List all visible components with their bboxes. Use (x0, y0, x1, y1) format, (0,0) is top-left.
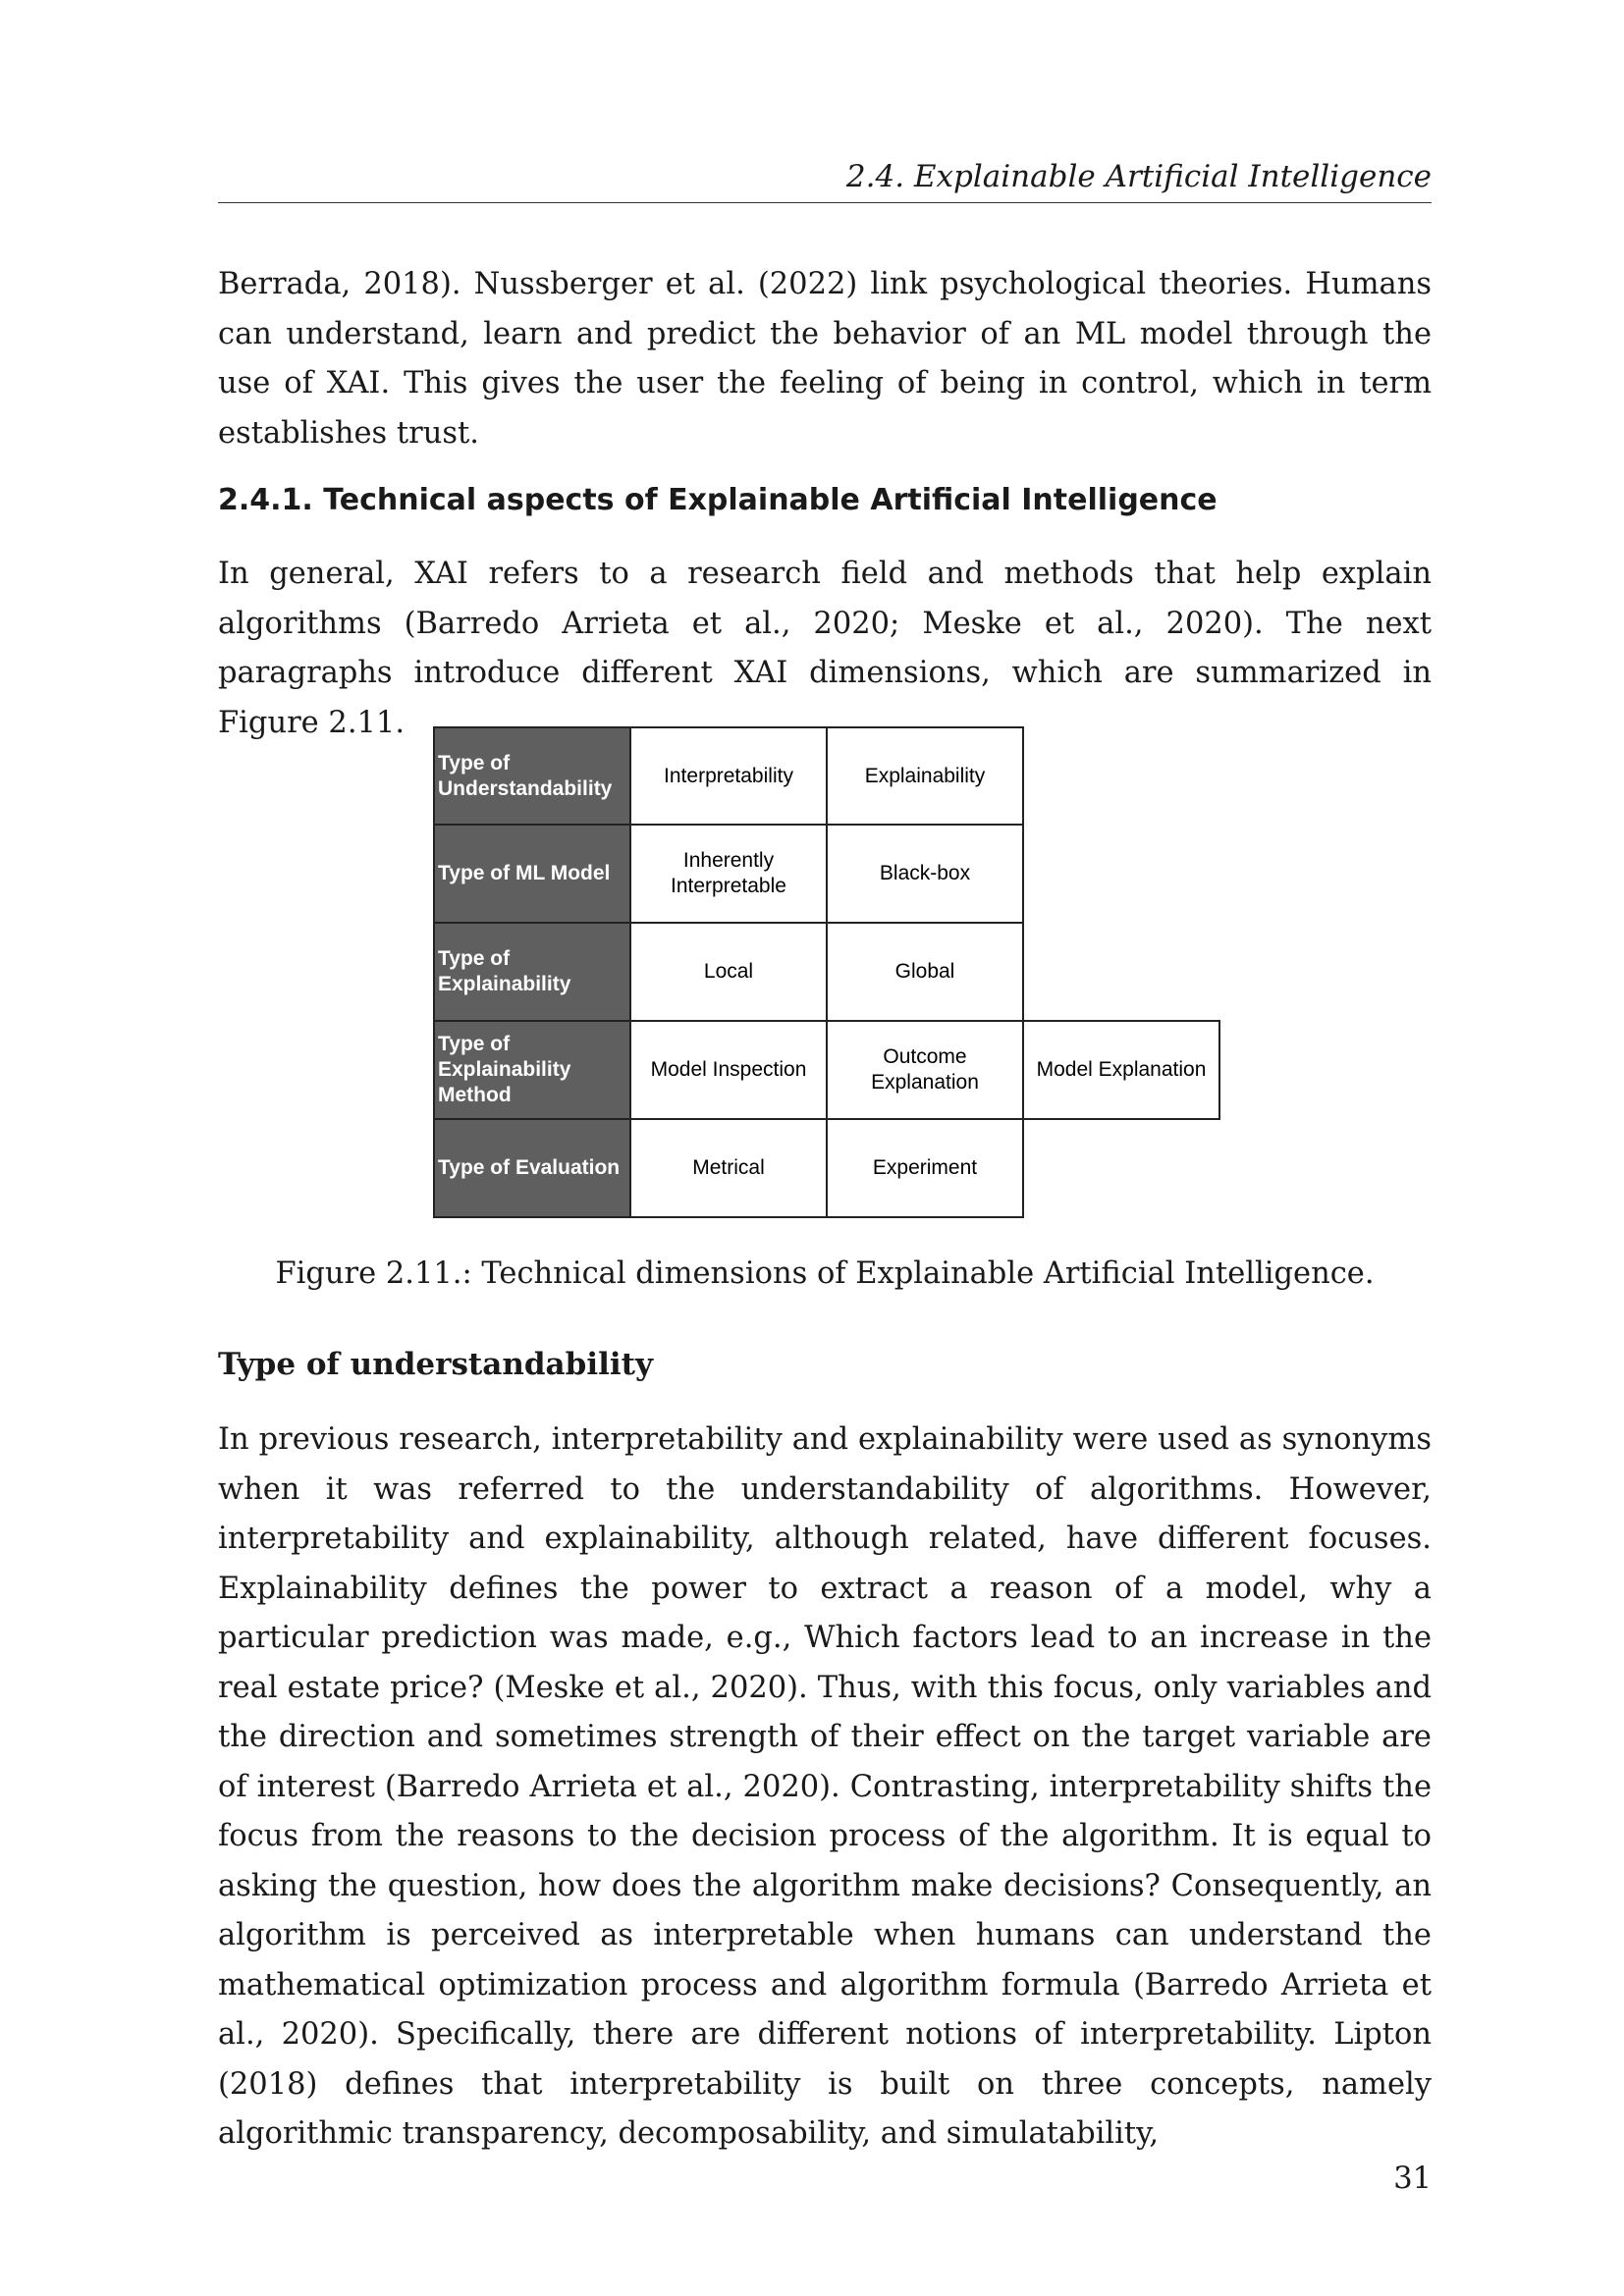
row-header-explainability: Type of Explainability (433, 922, 631, 1022)
row-header-explainability-method: Type of Explainability Method (433, 1020, 631, 1120)
intro-paragraph: Berrada, 2018). Nussberger et al. (2022) link psychological theories. Humans can understand, learn and predict the behavior of an ML model through the use of XAI. This gives the user the feeling of being in control, which in term establishes trust. (218, 267, 1432, 451)
cell-inherently-interpretable: Inherently Interpretable (629, 824, 828, 924)
subsection-heading: Type of understandability (218, 1347, 653, 1382)
cell-model-explanation: Model Explanation (1022, 1020, 1220, 1120)
running-head: 2.4. Explainable Artificial Intelligence (218, 157, 1432, 203)
cell-local: Local (629, 922, 828, 1022)
row-header-evaluation: Type of Evaluation (433, 1118, 631, 1218)
cell-explainability: Explainability (826, 726, 1024, 826)
section-heading: 2.4.1. Technical aspects of Explainable Artificial Intelligence (218, 483, 1218, 517)
cell-global: Global (826, 922, 1024, 1022)
cell-black-box: Black-box (826, 824, 1024, 924)
page-number: 31 (1393, 2162, 1432, 2196)
cell-model-inspection: Model Inspection (629, 1020, 828, 1120)
row-header-ml-model: Type of ML Model (433, 824, 631, 924)
body-paragraph: In previous research, interpretability and explainability were used as synonyms when it was referred to the understandability of algorithms. However, interpretability and explainability, although related, have different focuses. Explainability defines the power to extract a reason of a model, why a particular prediction was made, e.g., Which factors lead to an increase in the real estate price? (Meske et al., 2020). Thus, with this focus, only variables and the direction and sometimes strength of their effect on the target variable are of interest (Barredo Arrieta et al., 2020). Contrasting, interpretability shifts the focus from the reasons to the decision process of the algorithm. It is equal to asking the question, how does the algorithm make decisions? Consequently, an algorithm is perceived as interpretable when humans can understand the mathematical optimization process and algorithm formula (Barredo Arrieta et al., 2020). Specifically, there are different notions of interpretability. Lipton (2018) defines that interpretability is built on three concepts, namely algorithmic transparency, decomposability, and simulatability, (218, 1422, 1432, 2151)
section-paragraph: In general, XAI refers to a research field and methods that help explain algorithms (Barredo Arrieta et al., 2020; Meske et al., 2020). The next paragraphs introduce different XAI dimensions, which are summarized in Figure 2.11. (218, 557, 1432, 740)
row-header-understandability: Type of Understandability (433, 726, 631, 826)
cell-interpretability: Interpretability (629, 726, 828, 826)
figure-caption: Figure 2.11.: Technical dimensions of Explainable Artificial Intelligence. (275, 1256, 1375, 1291)
cell-experiment: Experiment (826, 1118, 1024, 1218)
cell-metrical: Metrical (629, 1118, 828, 1218)
cell-outcome-explanation: Outcome Explanation (826, 1020, 1024, 1120)
